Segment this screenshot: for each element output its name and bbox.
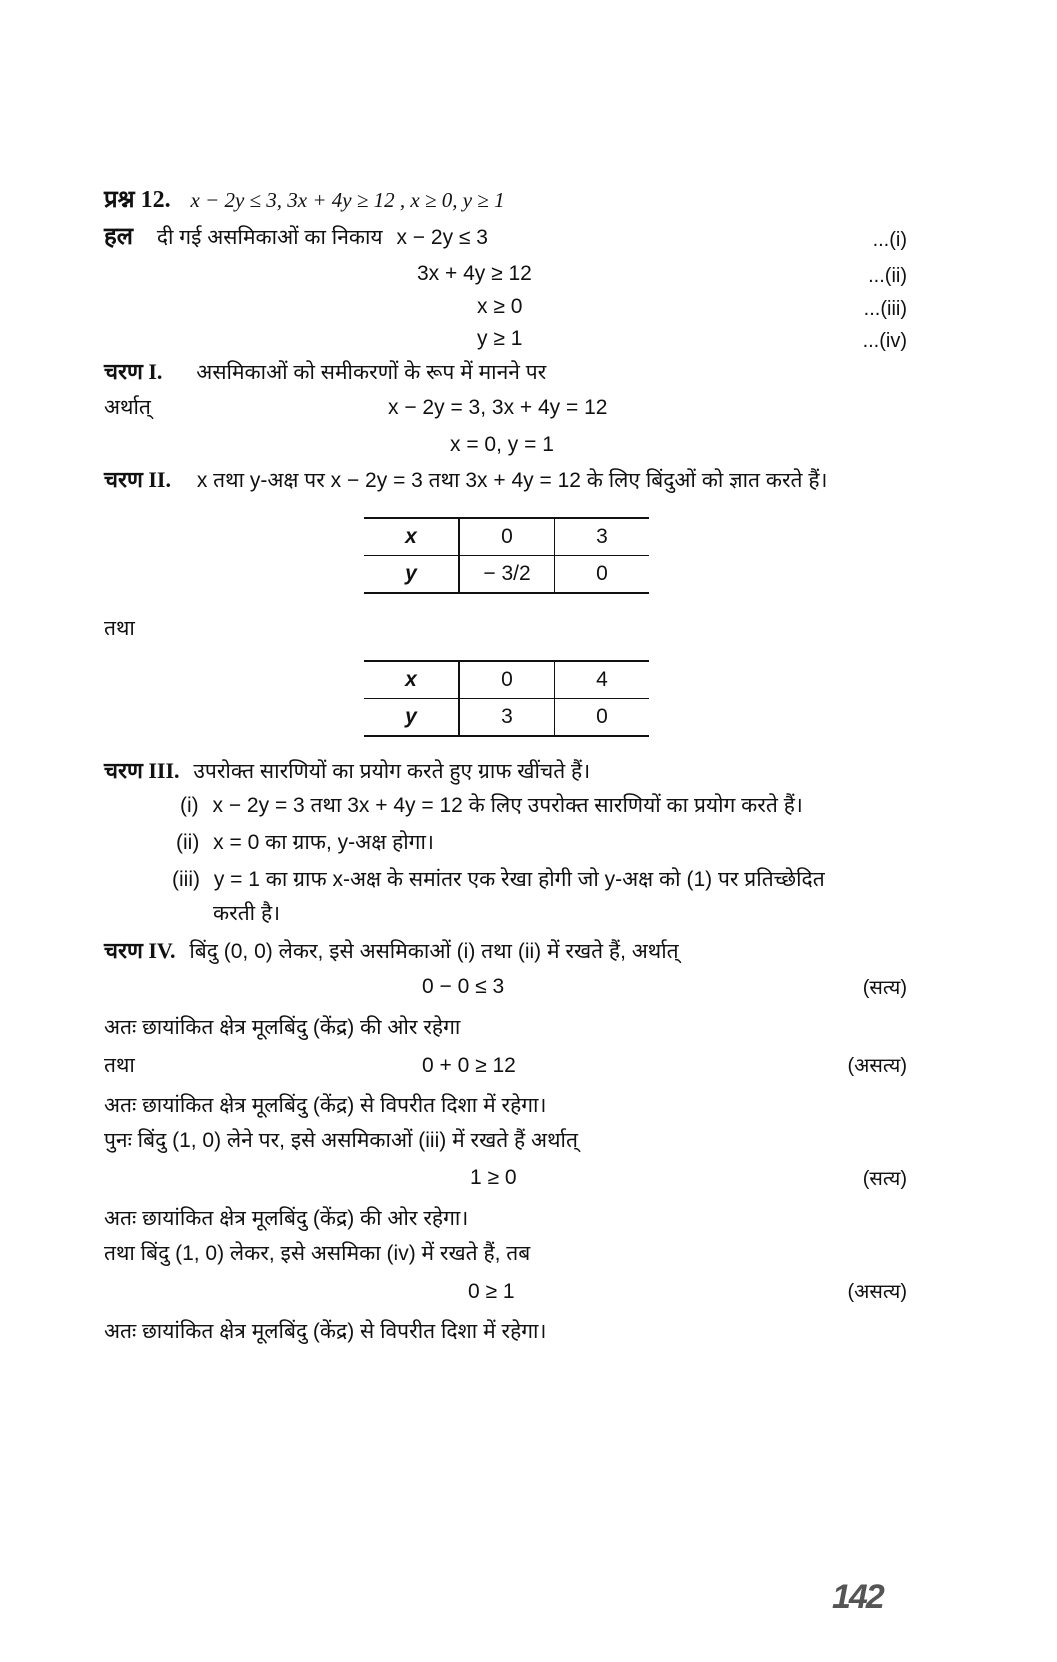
solution-label: हल xyxy=(104,224,134,250)
points-table-2 xyxy=(364,660,649,737)
solution-intro: दी गई असमिकाओं का निकाय xyxy=(156,226,383,249)
and-point-text: तथा बिंदु (1, 0) लेकर, इसे असमिका (iv) में रखते हैं, तब xyxy=(104,1242,531,1265)
step1-arthat: अर्थात् xyxy=(104,396,151,419)
table-row xyxy=(364,661,649,699)
inequality-3: x ≥ 0 xyxy=(477,295,523,318)
step2-line xyxy=(104,466,827,495)
table-header-cell: x xyxy=(364,661,459,699)
table-cell: 0 xyxy=(596,705,608,728)
step1-eq2: x = 0, y = 1 xyxy=(450,433,554,456)
table-cell: 0 xyxy=(459,518,555,556)
item-text: x = 0 का ग्राफ, y-अक्ष होगा। xyxy=(213,831,434,854)
item-number: (iii) xyxy=(172,868,200,891)
ref-1: ...(i) xyxy=(872,229,907,251)
check-3-result: (सत्य) xyxy=(862,1168,907,1190)
question-line xyxy=(104,186,505,215)
step1-line xyxy=(104,358,546,387)
question-statement: x − 2y ≤ 3, 3x + 4y ≥ 12 , x ≥ 0, y ≥ 1 xyxy=(190,188,505,212)
item-text: y = 1 का ग्राफ x-अक्ष के समांतर एक रेखा होगी जो y-अक्ष को (1) पर प्रतिच्छेदित xyxy=(213,868,825,891)
item-number: (i) xyxy=(180,794,199,817)
step2-label: चरण II. xyxy=(104,467,171,492)
points-table-1 xyxy=(364,517,649,594)
conclusion-2: अतः छायांकित क्षेत्र मूलबिंदु (केंद्र) से विपरीत दिशा में रहेगा। xyxy=(104,1094,547,1117)
solution-intro-line xyxy=(104,223,488,252)
and-label-2: तथा xyxy=(104,1054,135,1077)
inequality-4: y ≥ 1 xyxy=(477,327,523,350)
conclusion-3: अतः छायांकित क्षेत्र मूलबिंदु (केंद्र) की ओर रहेगा। xyxy=(104,1207,469,1230)
step1-text: असमिकाओं को समीकरणों के रूप में मानने पर xyxy=(196,361,547,384)
step4-label: चरण IV. xyxy=(104,938,176,963)
ref-2: ...(ii) xyxy=(868,265,907,287)
check-2-expr: 0 + 0 ≥ 12 xyxy=(422,1054,516,1077)
step3-item-2 xyxy=(176,829,434,857)
step3-label: चरण III. xyxy=(104,758,180,783)
inequality-2: 3x + 4y ≥ 12 xyxy=(417,262,532,285)
inequality-1: x − 2y ≤ 3 xyxy=(396,226,488,249)
page-number: 142 xyxy=(832,1578,883,1616)
step1-label: चरण I. xyxy=(104,359,163,384)
table-cell: 3 xyxy=(555,518,650,556)
step3-line xyxy=(104,757,590,786)
table-row xyxy=(364,556,649,594)
table-header-cell: y xyxy=(364,556,459,594)
table-cell: 4 xyxy=(555,661,650,699)
table-row xyxy=(364,518,649,556)
table-header-cell: x xyxy=(364,518,459,556)
check-2-result: (असत्य) xyxy=(847,1055,907,1077)
step4-line xyxy=(104,937,679,966)
check-3-expr: 1 ≥ 0 xyxy=(470,1166,517,1189)
check-4-expr: 0 ≥ 1 xyxy=(468,1280,515,1303)
check-1-result: (सत्य) xyxy=(862,977,907,999)
conclusion-1: अतः छायांकित क्षेत्र मूलबिंदु (केंद्र) की ओर रहेगा xyxy=(104,1016,461,1039)
check-4-result: (असत्य) xyxy=(847,1281,907,1303)
conclusion-4: अतः छायांकित क्षेत्र मूलबिंदु (केंद्र) से विपरीत दिशा में रहेगा। xyxy=(104,1320,547,1343)
table-cell: 0 xyxy=(459,661,555,699)
check-1-expr: 0 − 0 ≤ 3 xyxy=(422,975,505,998)
item-number: (ii) xyxy=(176,831,200,854)
again-text: पुनः बिंदु (1, 0) लेने पर, इसे असमिकाओं (iii) में रखते हैं अर्थात् xyxy=(104,1129,578,1152)
step1-eq1: x − 2y = 3, 3x + 4y = 12 xyxy=(388,396,608,419)
ref-3: ...(iii) xyxy=(863,298,907,320)
step4-text: बिंदु (0, 0) लेकर, इसे असमिकाओं (i) तथा (ii) में रखते हैं, अर्थात् xyxy=(189,940,679,963)
step3-item-3 xyxy=(172,866,825,894)
step3-text: उपरोक्त सारणियों का प्रयोग करते हुए ग्राफ खींचते हैं। xyxy=(193,760,591,783)
item-text: x − 2y = 3 तथा 3x + 4y = 12 के लिए उपरोक्त सारणियों का प्रयोग करते हैं। xyxy=(212,794,803,817)
question-label: प्रश्न 12. xyxy=(104,187,171,213)
step3-item-1 xyxy=(180,792,803,820)
and-label: तथा xyxy=(104,617,135,640)
ref-4: ...(iv) xyxy=(862,330,907,352)
table-cell: − 3/2 xyxy=(459,556,555,594)
table-cell: 0 xyxy=(596,562,608,585)
step3-item-3-cont: करती है। xyxy=(213,902,281,925)
table-cell: 3 xyxy=(459,699,555,737)
table-row xyxy=(364,699,649,737)
table-header-cell: y xyxy=(364,699,459,737)
step2-text: x तथा y-अक्ष पर x − 2y = 3 तथा 3x + 4y = 12 के लिए बिंदुओं को ज्ञात करते हैं। xyxy=(196,469,828,492)
